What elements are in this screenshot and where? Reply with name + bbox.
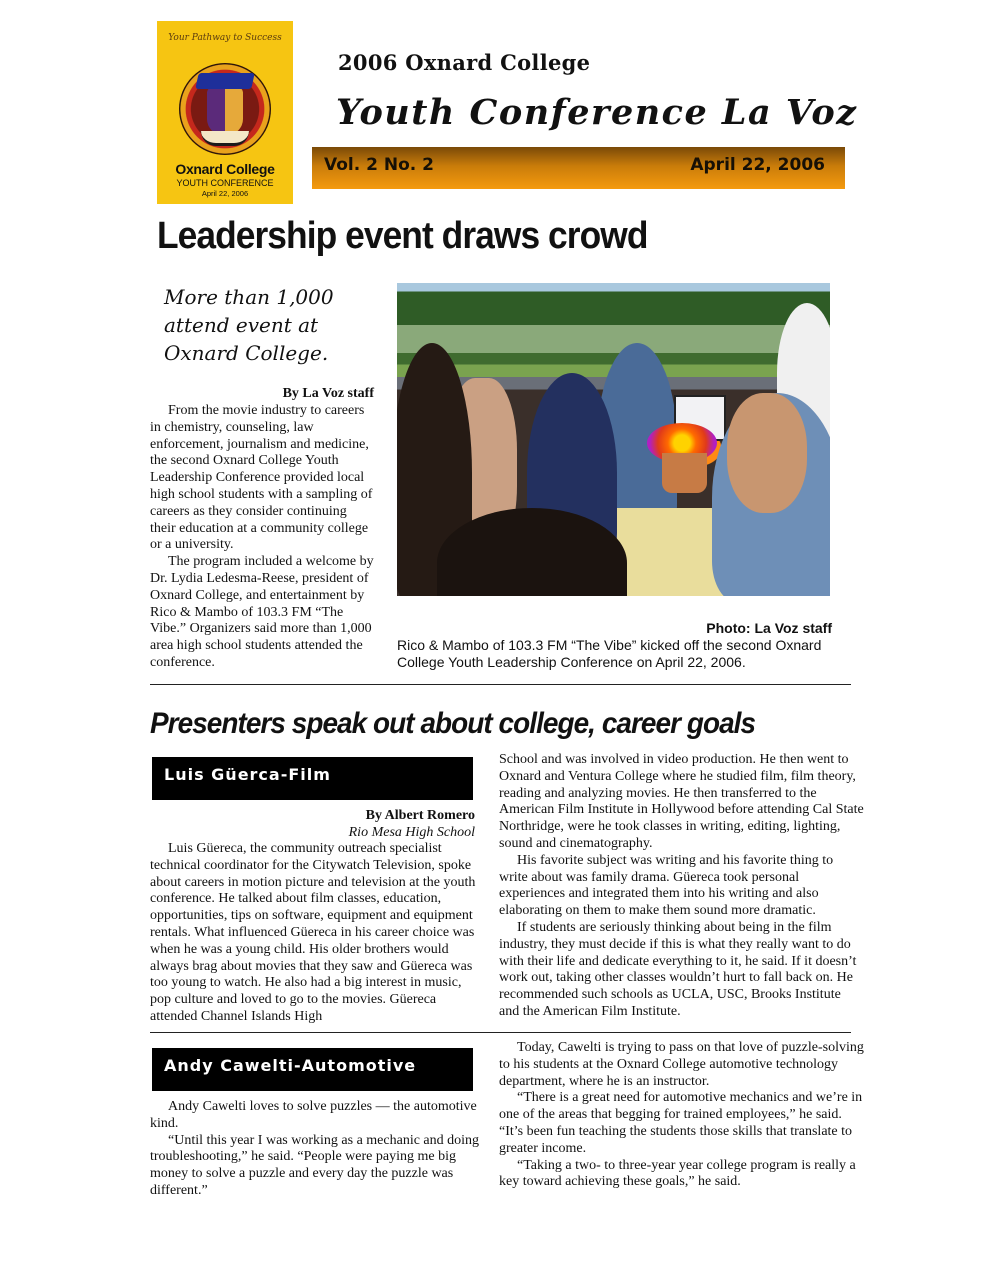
section-divider	[150, 684, 851, 685]
story-paragraph: His favorite subject was writing and his favorite thing to write about was family drama. Güereca took personal experiences and integrated them into his writing and also elaborating on them to make them sound more dramatic.	[499, 852, 834, 919]
photo-credit: Photo: La Voz staff	[706, 620, 832, 636]
story-paragraph: Andy Cawelti loves to solve puzzles — the automotive kind.	[150, 1099, 477, 1131]
photo-background	[397, 283, 830, 353]
story-paragraph: Today, Cawelti is trying to pass on that love of puzzle-solving to his students at the Oxnard College automotive technology department, where he is an instructor.	[499, 1040, 864, 1089]
film-column-right	[499, 752, 864, 1021]
film-author-school: Rio Mesa High School	[348, 824, 475, 840]
event-photo	[397, 283, 830, 596]
photo-flower-pot	[662, 453, 707, 493]
section-title: Luis Güerca-Film	[164, 765, 331, 784]
issue-date: April 22, 2006	[690, 155, 825, 175]
logo-medallion-icon	[179, 63, 271, 155]
conference-logo	[157, 21, 293, 204]
story2-headline: Presenters speak out about college, career goals	[150, 707, 756, 740]
automotive-column-left	[150, 1099, 480, 1200]
photo-person	[727, 393, 807, 513]
logo-subtitle: YOUTH CONFERENCE	[176, 178, 274, 188]
story-byline: By La Voz staff	[282, 386, 374, 401]
logo-tagline: Your Pathway to Success	[168, 33, 282, 43]
issue-bar	[312, 147, 845, 189]
story-paragraph: School and was involved in video production. He then went to Oxnard and Ventura College where he studied film, film theory, reading and analyzing movies. He then transferred to the American Film Institute in Hollywood before attending Cal State Northridge, were he took classes in writing, editing, lighting, sound and cinematography.	[499, 752, 864, 851]
story-paragraph: Luis Güereca, the community outreach specialist technical coordinator for the Citywatch Television, spoke about careers in motion picture and television at the youth conference. He talked about film classes, education, opportunities, tips on software, equipment and equipment rentals. What influenced Güereca in his career choice was when he was a young child. His older brothers would always brag about movies that they saw and Güereca was too young to watch. He also had a big interest in music, pop culture and loved to go to the movies. Güereca attended Channel Islands High	[150, 841, 476, 1024]
film-byline	[150, 808, 475, 841]
section-divider	[150, 1032, 851, 1033]
section-bar-film	[152, 757, 473, 800]
masthead-kicker: 2006 Oxnard College	[338, 50, 591, 75]
film-author: By Albert Romero	[365, 808, 475, 823]
photo-caption: Rico & Mambo of 103.3 FM “The Vibe” kicked off the second Oxnard College Youth Leadership Conference on April 22, 2006.	[397, 637, 822, 670]
graduation-cap-icon	[195, 73, 254, 89]
story-paragraph: From the movie industry to careers in chemistry, counseling, law enforcement, journalism and medicine, the second Oxnard College Youth Leadership Conference provided local high school students with a sampling of careers as they consider continuing their education at a community college or a university.	[150, 403, 373, 553]
film-column-left	[150, 841, 480, 1026]
story-paragraph: “Taking a two- to three-year year college program is really a key toward achieving these goals,” he said.	[499, 1157, 856, 1190]
logo-face-icon	[207, 87, 243, 135]
story-paragraph: “Until this year I was working as a mechanic and doing troubleshooting,” he said. “People were paying me big money to solve a puzzle and every day the puzzle was different.”	[150, 1132, 480, 1198]
logo-college-name: Oxnard College	[175, 161, 275, 177]
issue-volume: Vol. 2 No. 2	[324, 155, 434, 175]
section-title: Andy Cawelti-Automotive	[164, 1056, 417, 1075]
story-body	[150, 403, 374, 672]
open-book-icon	[201, 131, 249, 146]
automotive-column-right	[499, 1040, 869, 1191]
section-bar-automotive	[152, 1048, 473, 1091]
logo-date: April 22, 2006	[201, 189, 249, 198]
story-paragraph: If students are seriously thinking about being in the film industry, they must decide if this is what they really want to do with their life and dedicate everything to it, he said. If it doesn’t work out, taking other classes wouldn’t hurt to fall back on. He recommended such schools as UCLA, USC, Brooks Institute and the American Film Institute.	[499, 919, 857, 1019]
story-deck: More than 1,000 attend event at Oxnard College.	[164, 285, 334, 365]
story-paragraph: The program included a welcome by Dr. Lydia Ledesma-Reese, president of Oxnard College, and entertainment by Rico & Mambo of 103.3 FM “The Vibe.” Organizers said more than 1,000 area high school students attended the conference.	[150, 554, 374, 670]
newspaper-title: Youth Conference La Voz	[336, 92, 858, 133]
story-paragraph: “There is a great need for automotive mechanics and we’re in one of the areas that begging for trained employees,” he said. “It’s been fun teaching the students those skills that translate to greater income.	[499, 1090, 863, 1156]
story-headline: Leadership event draws crowd	[157, 215, 648, 257]
